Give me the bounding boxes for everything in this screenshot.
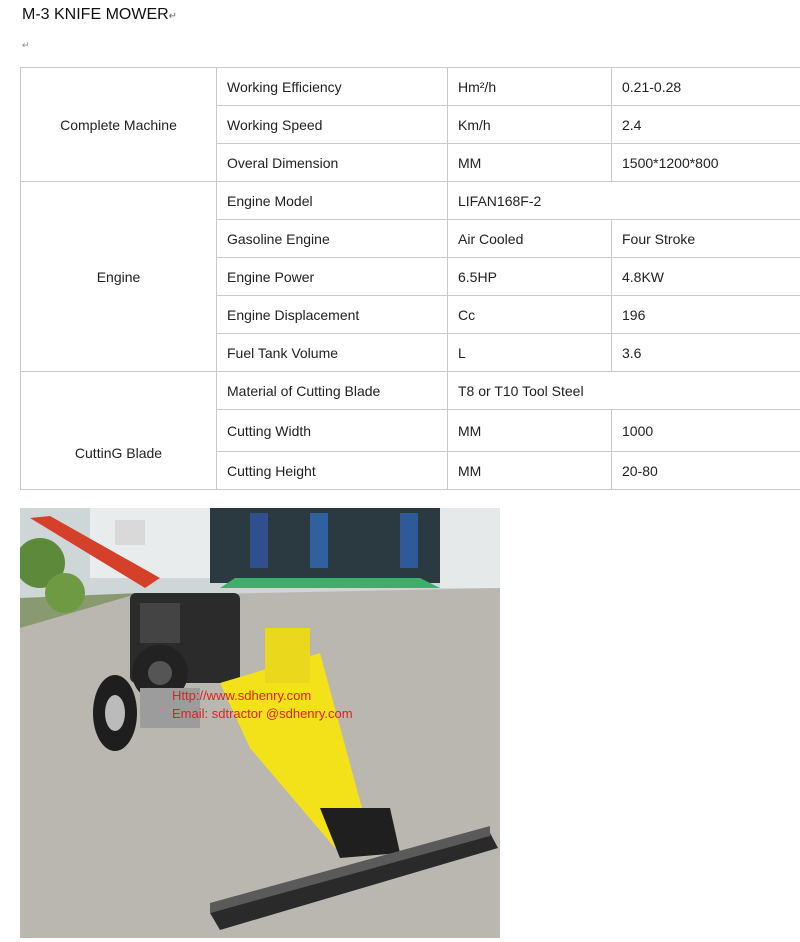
value-cell: 1000 [612,410,800,452]
item-cell: Fuel Tank Volume [217,334,448,372]
value-cell: 0.21-0.28 [612,68,800,106]
unit-cell: Cc [448,296,612,334]
group-label: Complete Machine [21,68,217,182]
page-title: M-3 KNIFE MOWER↵ [22,6,178,23]
item-cell: Cutting Height [217,452,448,490]
unit-cell: Air Cooled [448,220,612,258]
unit-cell: Hm²/h [448,68,612,106]
value-cell: 4.8KW [612,258,800,296]
unit-cell: MM [448,410,612,452]
spec-table [20,67,800,490]
value-cell: 1500*1200*800 [612,144,800,182]
unit-cell: MM [448,452,612,490]
item-cell: Material of Cutting Blade [217,372,448,410]
item-cell: Engine Power [217,258,448,296]
group-label: Engine [21,182,217,372]
table-row [21,68,800,106]
unit-cell: T8 or T10 Tool Steel [448,372,800,410]
value-cell: 2.4 [612,106,800,144]
item-cell: Working Speed [217,106,448,144]
unit-cell: MM [448,144,612,182]
value-cell: Four Stroke [612,220,800,258]
table-row [21,372,800,410]
unit-cell: L [448,334,612,372]
value-cell: 196 [612,296,800,334]
watermark-email: Email: sdtractor @sdhenry.com [172,706,353,721]
item-cell: Engine Model [217,182,448,220]
watermark-url: Http://www.sdhenry.com [172,688,312,703]
product-photo [20,508,500,938]
item-cell: Working Efficiency [217,68,448,106]
item-cell: Engine Displacement [217,296,448,334]
unit-cell: Km/h [448,106,612,144]
group-label: CuttinG Blade [21,372,217,490]
item-cell: Gasoline Engine [217,220,448,258]
item-cell: Overal Dimension [217,144,448,182]
unit-cell: LIFAN168F-2 [448,182,800,220]
value-cell: 3.6 [612,334,800,372]
paragraph-mark: ↵ [22,40,30,50]
value-cell: 20-80 [612,452,800,490]
unit-cell: 6.5HP [448,258,612,296]
item-cell: Cutting Width [217,410,448,452]
table-row [21,182,800,220]
